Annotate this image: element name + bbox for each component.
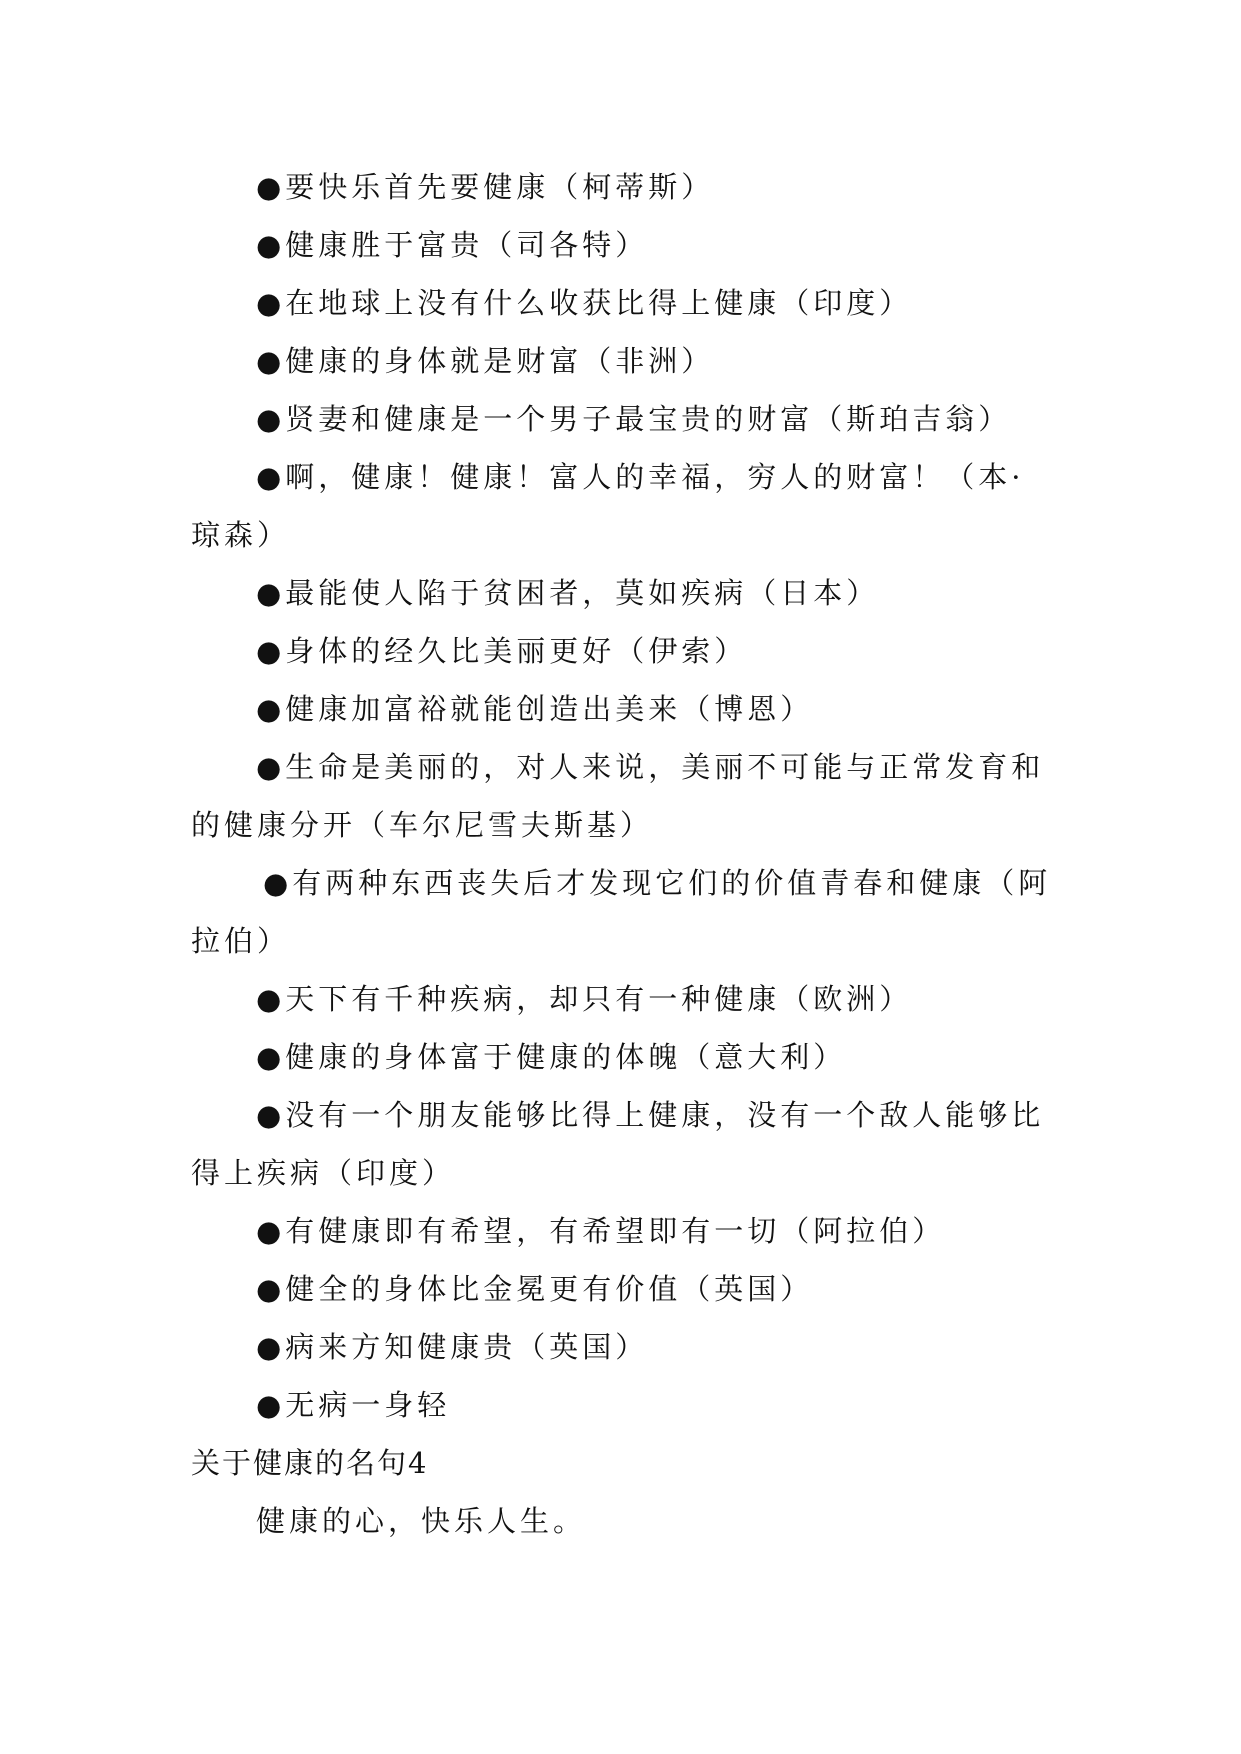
quote-paragraph: ●在地球上没有什么收获比得上健康（印度） — [256, 286, 913, 320]
document-body — [191, 158, 1053, 1550]
quote-paragraph: ●健康胜于富贵（司各特） — [256, 228, 649, 262]
quote-paragraph: ●最能使人陷于贫困者，莫如疾病（日本） — [256, 576, 880, 610]
section-body-paragraph: 健康的心，快乐人生。 — [256, 1504, 587, 1538]
quote-paragraph: ●身体的经久比美丽更好（伊索） — [256, 634, 748, 668]
quote-paragraph: ●有两种东西丧失后才发现它们的价值青春和健康（阿拉伯） — [191, 866, 1052, 958]
quote-paragraph: ●健康的身体富于健康的体魄（意大利） — [256, 1040, 847, 1074]
quote-paragraph: ●无病一身轻 — [256, 1388, 451, 1422]
quote-paragraph: ●病来方知健康贵（英国） — [256, 1330, 649, 1364]
quote-paragraph: ●啊，健康！健康！富人的幸福，穷人的财富！（本·琼森） — [191, 460, 1025, 552]
quote-paragraph: ●健康的身体就是财富（非洲） — [256, 344, 715, 378]
quote-paragraph: ●没有一个朋友能够比得上健康，没有一个敌人能够比得上疾病（印度） — [191, 1098, 1045, 1190]
quote-paragraph: ●健康加富裕就能创造出美来（博恩） — [256, 692, 814, 726]
quote-paragraph: ●要快乐首先要健康（柯蒂斯） — [256, 170, 715, 204]
section-heading: 关于健康的名句4 — [191, 1446, 429, 1480]
quote-paragraph: ●生命是美丽的，对人来说，美丽不可能与正常发育和的健康分开（车尔尼雪夫斯基） — [191, 750, 1045, 842]
quote-paragraph: ●健全的身体比金冕更有价值（英国） — [256, 1272, 814, 1306]
quote-paragraph: ●有健康即有希望，有希望即有一切（阿拉伯） — [256, 1214, 946, 1248]
quote-paragraph: ●贤妻和健康是一个男子最宝贵的财富（斯珀吉翁） — [256, 402, 1012, 436]
quote-paragraph: ●天下有千种疾病，却只有一种健康（欧洲） — [256, 982, 913, 1016]
